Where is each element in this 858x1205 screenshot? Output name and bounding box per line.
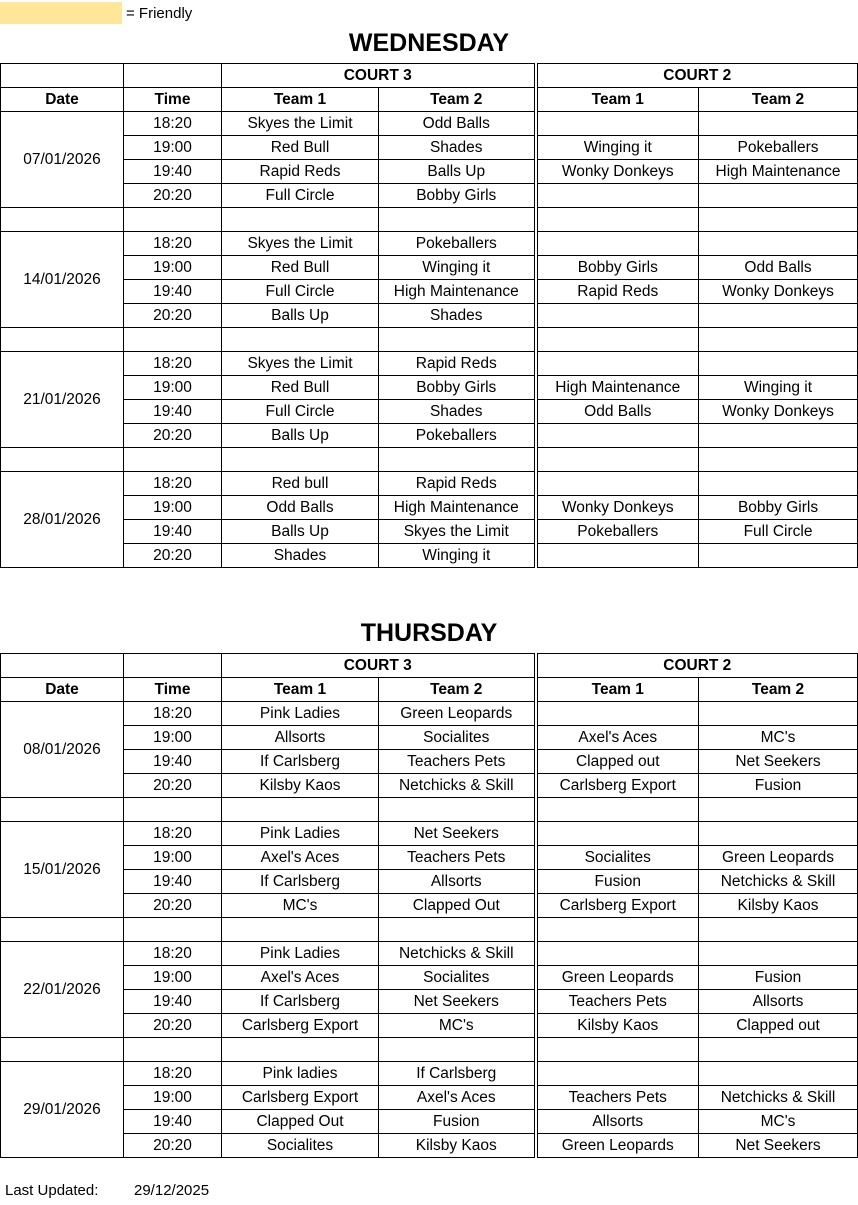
court3-team1-cell: Shades xyxy=(222,544,379,568)
court3-team1-cell: Red Bull xyxy=(222,256,379,280)
blank-cell xyxy=(699,918,858,942)
court2-team1-cell: Clapped out xyxy=(536,750,699,774)
blank-cell xyxy=(222,1038,379,1062)
court2-team1-cell xyxy=(536,1062,699,1086)
court3-team2-cell: Netchicks & Skill xyxy=(379,774,536,798)
court2-team2-cell: Net Seekers xyxy=(699,750,858,774)
court3-team1-cell: Red bull xyxy=(222,472,379,496)
time-cell: 19:40 xyxy=(124,160,222,184)
court-header-row xyxy=(1,654,858,678)
court2-header: COURT 2 xyxy=(536,64,858,88)
blank-cell xyxy=(124,328,222,352)
blank-cell xyxy=(379,448,536,472)
court3-team2-cell: MC's xyxy=(379,1014,536,1038)
court3-team2-cell: Rapid Reds xyxy=(379,352,536,376)
court2-team1-cell xyxy=(536,424,699,448)
blank-cell xyxy=(536,798,699,822)
court3-team1-cell: Skyes the Limit xyxy=(222,352,379,376)
time-cell: 18:20 xyxy=(124,352,222,376)
time-cell: 19:40 xyxy=(124,750,222,774)
team1-header: Team 1 xyxy=(222,88,379,112)
blank-cell xyxy=(124,448,222,472)
court3-team2-cell: If Carlsberg xyxy=(379,1062,536,1086)
team2-header: Team 2 xyxy=(379,88,536,112)
court3-team1-cell: Red Bull xyxy=(222,136,379,160)
time-cell: 18:20 xyxy=(124,472,222,496)
court2-team1-cell: Allsorts xyxy=(536,1110,699,1134)
team1-header: Team 1 xyxy=(536,678,699,702)
blank-cell xyxy=(536,208,699,232)
court2-team1-cell: Green Leopards xyxy=(536,966,699,990)
time-cell: 19:00 xyxy=(124,966,222,990)
court3-team1-cell: Skyes the Limit xyxy=(222,232,379,256)
court3-team1-cell: Full Circle xyxy=(222,280,379,304)
court3-team2-cell: Rapid Reds xyxy=(379,472,536,496)
court3-team1-cell: Full Circle xyxy=(222,184,379,208)
court3-team2-cell: Teachers Pets xyxy=(379,750,536,774)
court3-team1-cell: Carlsberg Export xyxy=(222,1014,379,1038)
time-cell: 19:40 xyxy=(124,520,222,544)
thursday-title: THURSDAY xyxy=(360,619,498,647)
court3-team2-cell: Shades xyxy=(379,136,536,160)
blank-cell xyxy=(124,918,222,942)
court3-team1-cell: Carlsberg Export xyxy=(222,1086,379,1110)
spacer-row xyxy=(1,328,858,352)
team2-header: Team 2 xyxy=(379,678,536,702)
legend-label: = Friendly xyxy=(126,4,193,22)
table-row xyxy=(1,966,858,990)
court2-team2-cell xyxy=(699,942,858,966)
court3-team1-cell: Pink Ladies xyxy=(222,702,379,726)
time-cell: 19:00 xyxy=(124,1086,222,1110)
column-header-row xyxy=(1,88,858,112)
team1-header: Team 1 xyxy=(222,678,379,702)
table-row xyxy=(1,1110,858,1134)
blank-cell xyxy=(1,64,124,88)
court2-team2-cell: Fusion xyxy=(699,966,858,990)
court3-team1-cell: Full Circle xyxy=(222,400,379,424)
blank-cell xyxy=(1,654,124,678)
table-row xyxy=(1,472,858,496)
court2-team1-cell: Fusion xyxy=(536,870,699,894)
court2-team1-cell: Wonky Donkeys xyxy=(536,160,699,184)
table-row xyxy=(1,400,858,424)
court2-team2-cell: Netchicks & Skill xyxy=(699,1086,858,1110)
court3-team1-cell: Rapid Reds xyxy=(222,160,379,184)
table-row xyxy=(1,352,858,376)
date-cell: 28/01/2026 xyxy=(1,472,124,568)
court3-team1-cell: MC's xyxy=(222,894,379,918)
blank-cell xyxy=(222,328,379,352)
court2-team2-cell: MC's xyxy=(699,726,858,750)
court2-team2-cell xyxy=(699,544,858,568)
legend xyxy=(0,2,192,24)
court3-team1-cell: Axel's Aces xyxy=(222,966,379,990)
table-row xyxy=(1,280,858,304)
court2-team1-cell xyxy=(536,112,699,136)
court3-team2-cell: High Maintenance xyxy=(379,280,536,304)
court2-team1-cell: Carlsberg Export xyxy=(536,774,699,798)
court3-team1-cell: If Carlsberg xyxy=(222,990,379,1014)
time-cell: 19:40 xyxy=(124,1110,222,1134)
blank-cell xyxy=(1,328,124,352)
court2-team1-cell: Wonky Donkeys xyxy=(536,496,699,520)
spacer-row xyxy=(1,448,858,472)
table-row xyxy=(1,160,858,184)
blank-cell xyxy=(1,208,124,232)
spacer-row xyxy=(1,208,858,232)
court3-team1-cell: Odd Balls xyxy=(222,496,379,520)
table-row xyxy=(1,256,858,280)
court2-team1-cell xyxy=(536,942,699,966)
court3-team2-cell: Allsorts xyxy=(379,870,536,894)
blank-cell xyxy=(124,64,222,88)
team2-header: Team 2 xyxy=(699,88,858,112)
court2-team2-cell: Kilsby Kaos xyxy=(699,894,858,918)
time-cell: 18:20 xyxy=(124,232,222,256)
court3-team1-cell: Kilsby Kaos xyxy=(222,774,379,798)
time-header: Time xyxy=(124,678,222,702)
court2-team1-cell: Odd Balls xyxy=(536,400,699,424)
court3-team1-cell: Socialites xyxy=(222,1134,379,1158)
court2-team1-cell: Socialites xyxy=(536,846,699,870)
time-cell: 19:40 xyxy=(124,280,222,304)
table-row xyxy=(1,822,858,846)
table-row xyxy=(1,232,858,256)
court3-team2-cell: Clapped Out xyxy=(379,894,536,918)
court2-team2-cell xyxy=(699,1062,858,1086)
table-row xyxy=(1,990,858,1014)
court2-team2-cell: Winging it xyxy=(699,376,858,400)
court2-team1-cell: Winging it xyxy=(536,136,699,160)
court2-team1-cell xyxy=(536,304,699,328)
court3-team1-cell: Balls Up xyxy=(222,304,379,328)
court2-team1-cell xyxy=(536,472,699,496)
court3-header: COURT 3 xyxy=(222,64,536,88)
court3-team1-cell: Balls Up xyxy=(222,424,379,448)
blank-cell xyxy=(222,448,379,472)
time-cell: 19:00 xyxy=(124,256,222,280)
spacer-row xyxy=(1,798,858,822)
court3-team1-cell: Pink Ladies xyxy=(222,942,379,966)
table-row xyxy=(1,136,858,160)
blank-cell xyxy=(379,798,536,822)
time-cell: 19:40 xyxy=(124,400,222,424)
court3-team2-cell: Fusion xyxy=(379,1110,536,1134)
court3-team1-cell: Pink ladies xyxy=(222,1062,379,1086)
blank-cell xyxy=(699,208,858,232)
court2-team1-cell: Kilsby Kaos xyxy=(536,1014,699,1038)
time-cell: 18:20 xyxy=(124,702,222,726)
blank-cell xyxy=(699,1038,858,1062)
court3-team1-cell: Skyes the Limit xyxy=(222,112,379,136)
date-header: Date xyxy=(1,678,124,702)
court3-team2-cell: Netchicks & Skill xyxy=(379,942,536,966)
court3-team1-cell: If Carlsberg xyxy=(222,750,379,774)
blank-cell xyxy=(379,918,536,942)
court3-team2-cell: Bobby Girls xyxy=(379,184,536,208)
date-cell: 15/01/2026 xyxy=(1,822,124,918)
date-cell: 22/01/2026 xyxy=(1,942,124,1038)
blank-cell xyxy=(379,328,536,352)
time-cell: 20:20 xyxy=(124,304,222,328)
table-row xyxy=(1,424,858,448)
team2-header: Team 2 xyxy=(699,678,858,702)
court2-team2-cell: MC's xyxy=(699,1110,858,1134)
blank-cell xyxy=(536,328,699,352)
court3-team2-cell: Pokeballers xyxy=(379,232,536,256)
blank-cell xyxy=(222,918,379,942)
blank-cell xyxy=(124,654,222,678)
date-cell: 21/01/2026 xyxy=(1,352,124,448)
court3-team2-cell: Socialites xyxy=(379,966,536,990)
blank-cell xyxy=(699,328,858,352)
blank-cell xyxy=(222,208,379,232)
court3-team1-cell: If Carlsberg xyxy=(222,870,379,894)
time-cell: 20:20 xyxy=(124,1014,222,1038)
court2-team2-cell: Fusion xyxy=(699,774,858,798)
court3-team2-cell: Axel's Aces xyxy=(379,1086,536,1110)
court2-team2-cell xyxy=(699,232,858,256)
court2-team2-cell: Full Circle xyxy=(699,520,858,544)
court3-team2-cell: Shades xyxy=(379,400,536,424)
court2-team2-cell: Odd Balls xyxy=(699,256,858,280)
court3-team2-cell: Teachers Pets xyxy=(379,846,536,870)
court2-team1-cell: Axel's Aces xyxy=(536,726,699,750)
friendly-swatch xyxy=(0,2,122,24)
court2-team1-cell: Bobby Girls xyxy=(536,256,699,280)
wednesday-schedule-table xyxy=(0,63,858,568)
time-cell: 20:20 xyxy=(124,544,222,568)
footer xyxy=(5,1182,209,1199)
date-cell: 29/01/2026 xyxy=(1,1062,124,1158)
court2-team1-cell xyxy=(536,702,699,726)
blank-cell xyxy=(1,918,124,942)
court2-team2-cell: Green Leopards xyxy=(699,846,858,870)
blank-cell xyxy=(699,448,858,472)
table-row xyxy=(1,846,858,870)
time-cell: 19:00 xyxy=(124,726,222,750)
blank-cell xyxy=(1,1038,124,1062)
court2-header: COURT 2 xyxy=(536,654,858,678)
table-row xyxy=(1,544,858,568)
spacer-row xyxy=(1,918,858,942)
blank-cell xyxy=(536,918,699,942)
court2-team1-cell: Carlsberg Export xyxy=(536,894,699,918)
table-row xyxy=(1,184,858,208)
table-row xyxy=(1,376,858,400)
blank-cell xyxy=(124,1038,222,1062)
court2-team1-cell: Green Leopards xyxy=(536,1134,699,1158)
thursday-schedule-table xyxy=(0,653,858,1158)
court3-team2-cell: Kilsby Kaos xyxy=(379,1134,536,1158)
table-row xyxy=(1,726,858,750)
court2-team2-cell xyxy=(699,112,858,136)
court2-team1-cell xyxy=(536,352,699,376)
table-row xyxy=(1,870,858,894)
court3-team2-cell: High Maintenance xyxy=(379,496,536,520)
court3-team2-cell: Green Leopards xyxy=(379,702,536,726)
blank-cell xyxy=(1,798,124,822)
court2-team2-cell: Netchicks & Skill xyxy=(699,870,858,894)
date-cell: 07/01/2026 xyxy=(1,112,124,208)
court3-team2-cell: Balls Up xyxy=(379,160,536,184)
court3-team2-cell: Net Seekers xyxy=(379,822,536,846)
time-header: Time xyxy=(124,88,222,112)
court3-team2-cell: Winging it xyxy=(379,256,536,280)
blank-cell xyxy=(536,1038,699,1062)
court2-team2-cell xyxy=(699,702,858,726)
time-cell: 20:20 xyxy=(124,184,222,208)
table-row xyxy=(1,1134,858,1158)
table-row xyxy=(1,1014,858,1038)
time-cell: 19:00 xyxy=(124,496,222,520)
court2-team1-cell: Teachers Pets xyxy=(536,990,699,1014)
court2-team1-cell xyxy=(536,232,699,256)
court3-team1-cell: Axel's Aces xyxy=(222,846,379,870)
table-row xyxy=(1,702,858,726)
table-row xyxy=(1,304,858,328)
court2-team2-cell xyxy=(699,184,858,208)
court2-team2-cell: Net Seekers xyxy=(699,1134,858,1158)
time-cell: 19:00 xyxy=(124,136,222,160)
court2-team2-cell: Clapped out xyxy=(699,1014,858,1038)
court3-team1-cell: Clapped Out xyxy=(222,1110,379,1134)
court2-team2-cell xyxy=(699,304,858,328)
last-updated-value: 29/12/2025 xyxy=(134,1182,210,1199)
table-row xyxy=(1,496,858,520)
court3-team1-cell: Pink Ladies xyxy=(222,822,379,846)
blank-cell xyxy=(699,798,858,822)
court2-team1-cell: Teachers Pets xyxy=(536,1086,699,1110)
table-row xyxy=(1,1086,858,1110)
last-updated-label: Last Updated: xyxy=(5,1182,99,1199)
court3-team2-cell: Odd Balls xyxy=(379,112,536,136)
table-row xyxy=(1,112,858,136)
spacer-row xyxy=(1,1038,858,1062)
time-cell: 20:20 xyxy=(124,424,222,448)
table-row xyxy=(1,1062,858,1086)
court3-team2-cell: Winging it xyxy=(379,544,536,568)
table-row xyxy=(1,750,858,774)
table-row xyxy=(1,894,858,918)
time-cell: 20:20 xyxy=(124,1134,222,1158)
date-cell: 08/01/2026 xyxy=(1,702,124,798)
court2-team1-cell xyxy=(536,184,699,208)
court3-team2-cell: Skyes the Limit xyxy=(379,520,536,544)
date-cell: 14/01/2026 xyxy=(1,232,124,328)
court2-team2-cell: Allsorts xyxy=(699,990,858,1014)
time-cell: 19:00 xyxy=(124,846,222,870)
court3-team1-cell: Red Bull xyxy=(222,376,379,400)
blank-cell xyxy=(1,448,124,472)
time-cell: 18:20 xyxy=(124,112,222,136)
blank-cell xyxy=(222,798,379,822)
court2-team2-cell: Bobby Girls xyxy=(699,496,858,520)
court2-team2-cell: Pokeballers xyxy=(699,136,858,160)
court-header-row xyxy=(1,64,858,88)
court3-header: COURT 3 xyxy=(222,654,536,678)
time-cell: 18:20 xyxy=(124,822,222,846)
court3-team1-cell: Balls Up xyxy=(222,520,379,544)
court3-team2-cell: Socialites xyxy=(379,726,536,750)
court2-team1-cell xyxy=(536,544,699,568)
time-cell: 20:20 xyxy=(124,774,222,798)
column-header-row xyxy=(1,678,858,702)
court2-team2-cell: High Maintenance xyxy=(699,160,858,184)
court2-team1-cell: Rapid Reds xyxy=(536,280,699,304)
blank-cell xyxy=(536,448,699,472)
court2-team1-cell: High Maintenance xyxy=(536,376,699,400)
court2-team2-cell xyxy=(699,822,858,846)
time-cell: 19:40 xyxy=(124,990,222,1014)
court2-team1-cell xyxy=(536,822,699,846)
blank-cell xyxy=(124,208,222,232)
date-header: Date xyxy=(1,88,124,112)
time-cell: 19:40 xyxy=(124,870,222,894)
table-row xyxy=(1,520,858,544)
table-row xyxy=(1,942,858,966)
blank-cell xyxy=(379,1038,536,1062)
court3-team2-cell: Bobby Girls xyxy=(379,376,536,400)
team1-header: Team 1 xyxy=(536,88,699,112)
court2-team2-cell xyxy=(699,424,858,448)
court2-team1-cell: Pokeballers xyxy=(536,520,699,544)
table-row xyxy=(1,774,858,798)
court2-team2-cell: Wonky Donkeys xyxy=(699,280,858,304)
court2-team2-cell xyxy=(699,352,858,376)
blank-cell xyxy=(124,798,222,822)
wednesday-title: WEDNESDAY xyxy=(348,29,510,57)
court2-team2-cell: Wonky Donkeys xyxy=(699,400,858,424)
court3-team2-cell: Shades xyxy=(379,304,536,328)
court3-team1-cell: Allsorts xyxy=(222,726,379,750)
time-cell: 20:20 xyxy=(124,894,222,918)
court3-team2-cell: Net Seekers xyxy=(379,990,536,1014)
time-cell: 19:00 xyxy=(124,376,222,400)
blank-cell xyxy=(379,208,536,232)
court3-team2-cell: Pokeballers xyxy=(379,424,536,448)
court2-team2-cell xyxy=(699,472,858,496)
time-cell: 18:20 xyxy=(124,942,222,966)
time-cell: 18:20 xyxy=(124,1062,222,1086)
